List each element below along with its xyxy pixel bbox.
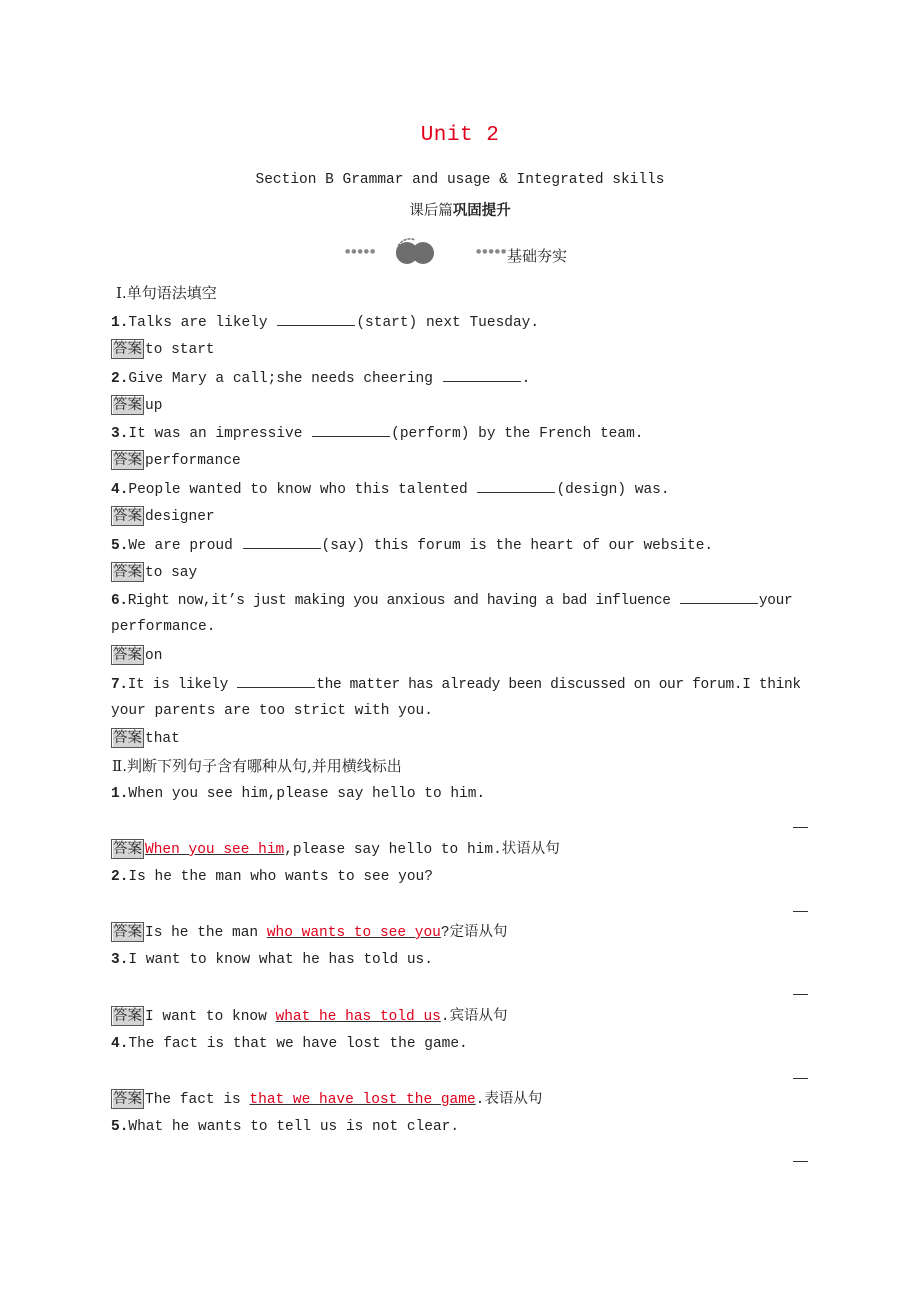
answer-blank[interactable] — [477, 478, 555, 493]
q-text: Is he the man who wants to see you? — [128, 869, 433, 885]
question-7-cont: your parents are too strict with you. — [111, 703, 433, 719]
answer-badge[interactable]: 答案 — [113, 841, 142, 857]
q-text: We are proud — [128, 538, 242, 554]
answer-text: that — [145, 731, 180, 747]
answer-text: ? — [440, 925, 450, 941]
answer-badge[interactable]: 答案 — [113, 341, 142, 357]
q-num: 4. — [111, 1036, 129, 1052]
answer-text: The fact is — [145, 1092, 250, 1108]
answer-text: to start — [145, 342, 215, 358]
p2-answer-2 — [111, 922, 508, 943]
clause-type: 表语从句 — [484, 1092, 543, 1108]
page-title: Unit 2 — [420, 124, 500, 147]
q-text: It was an impressive — [128, 426, 312, 442]
answer-7 — [111, 728, 180, 749]
question-4 — [111, 478, 670, 500]
section-subtitle: Section B Grammar and usage & Integrated skills — [255, 172, 665, 188]
q-text: your — [758, 593, 793, 609]
clause-type: 宾语从句 — [449, 1009, 508, 1025]
q-text: It is likely — [127, 677, 237, 693]
answer-text: Is he the man — [145, 925, 267, 941]
p2-question-2 — [111, 867, 433, 887]
answer-text: . — [440, 1009, 450, 1025]
answer-line — [793, 1078, 808, 1079]
q-num: 3. — [111, 952, 129, 968]
q-num: 2. — [111, 371, 129, 387]
answer-badge[interactable]: 答案 — [113, 452, 142, 468]
answer-3 — [111, 450, 241, 471]
answer-line — [793, 911, 808, 912]
q-text: What he wants to tell us is not clear. — [128, 1119, 460, 1135]
q-text: (start) next Tuesday. — [356, 315, 540, 331]
answer-text: up — [145, 398, 163, 414]
subtitle-normal: 课后篇 — [409, 203, 453, 219]
q-text: Right now,it’s just making you anxious and having a bad influence — [127, 593, 679, 609]
answer-blank[interactable] — [243, 534, 321, 549]
double-circle-icon — [389, 236, 439, 266]
q-num: 1. — [111, 315, 129, 331]
clause-highlight: who wants to see you — [266, 925, 441, 941]
answer-badge[interactable]: 答案 — [113, 1091, 142, 1107]
q-text: The fact is that we have lost the game. — [128, 1036, 468, 1052]
answer-line — [793, 994, 808, 995]
answer-blank[interactable] — [312, 422, 390, 437]
q-text: (design) was. — [556, 482, 670, 498]
answer-badge[interactable]: 答案 — [113, 924, 142, 940]
answer-badge[interactable]: 答案 — [113, 564, 142, 580]
answer-blank[interactable] — [277, 311, 355, 326]
q-num: 5. — [111, 1119, 129, 1135]
q-num: 4. — [111, 482, 129, 498]
q-num: 7. — [111, 677, 128, 693]
clause-highlight: what he has told us — [275, 1009, 441, 1025]
question-3 — [111, 422, 643, 444]
p2-answer-4 — [111, 1089, 542, 1110]
banner-label: 基础夯实 — [507, 247, 568, 265]
question-6-cont: performance. — [111, 619, 216, 635]
answer-text: to say — [145, 565, 198, 581]
section-banner — [345, 234, 605, 266]
answer-blank[interactable] — [443, 367, 521, 382]
subtitle-bold: 巩固提升 — [452, 202, 511, 219]
answer-2 — [111, 395, 162, 416]
p2-answer-1 — [111, 839, 560, 860]
answer-blank[interactable] — [237, 673, 315, 688]
p2-question-3 — [111, 950, 433, 970]
answer-1 — [111, 339, 215, 360]
question-1 — [111, 311, 539, 333]
question-7 — [111, 673, 801, 695]
part2-heading: Ⅱ.判断下列句子含有哪种从句,并用横线标出 — [112, 757, 402, 775]
clause-highlight: that we have lost the game — [249, 1092, 476, 1108]
answer-text: I want to know — [145, 1009, 276, 1025]
exercise-subtitle — [0, 199, 920, 220]
q-num: 6. — [111, 593, 128, 609]
q-text: . — [521, 371, 531, 387]
q-num: 1. — [111, 786, 129, 802]
answer-blank[interactable] — [680, 589, 758, 604]
answer-badge[interactable]: 答案 — [113, 508, 142, 524]
question-2 — [111, 367, 530, 389]
p2-question-5 — [111, 1117, 459, 1137]
answer-4 — [111, 506, 215, 527]
answer-6 — [111, 645, 162, 666]
answer-line — [793, 827, 808, 828]
dots-decoration: ●●●●● — [345, 248, 377, 255]
answer-text: on — [145, 648, 163, 664]
answer-badge[interactable]: 答案 — [113, 730, 142, 746]
question-5 — [111, 534, 713, 556]
q-text: (say) this forum is the heart of our website. — [321, 538, 714, 554]
answer-text: ,please say hello to him. — [284, 842, 502, 858]
answer-badge[interactable]: 答案 — [113, 1008, 142, 1024]
clause-highlight: When you see him — [145, 842, 285, 858]
answer-text: designer — [145, 509, 215, 525]
q-num: 2. — [111, 869, 129, 885]
p2-question-4 — [111, 1034, 468, 1054]
part1-heading: Ⅰ.单句语法填空 — [116, 284, 217, 302]
q-text: People wanted to know who this talented — [128, 482, 477, 498]
clause-type: 定语从句 — [449, 925, 508, 941]
q-text: Give Mary a call;she needs cheering — [128, 371, 442, 387]
q-text: (perform) by the French team. — [391, 426, 644, 442]
question-6 — [111, 589, 792, 611]
answer-text: performance — [145, 453, 241, 469]
p2-answer-3 — [111, 1006, 508, 1027]
answer-badge[interactable]: 答案 — [113, 647, 142, 663]
answer-5 — [111, 562, 197, 583]
q-text: I want to know what he has told us. — [128, 952, 433, 968]
answer-line — [793, 1161, 808, 1162]
dots-decoration: ●●●●● — [476, 248, 508, 255]
clause-type: 状语从句 — [501, 842, 560, 858]
q-text: Talks are likely — [128, 315, 277, 331]
answer-badge[interactable]: 答案 — [113, 397, 142, 413]
answer-text: . — [475, 1092, 485, 1108]
p2-question-1 — [111, 784, 485, 804]
q-num: 3. — [111, 426, 129, 442]
q-text: the matter has already been discussed on our forum.I think — [316, 677, 801, 693]
q-num: 5. — [111, 538, 129, 554]
q-text: When you see him,please say hello to him. — [128, 786, 486, 802]
